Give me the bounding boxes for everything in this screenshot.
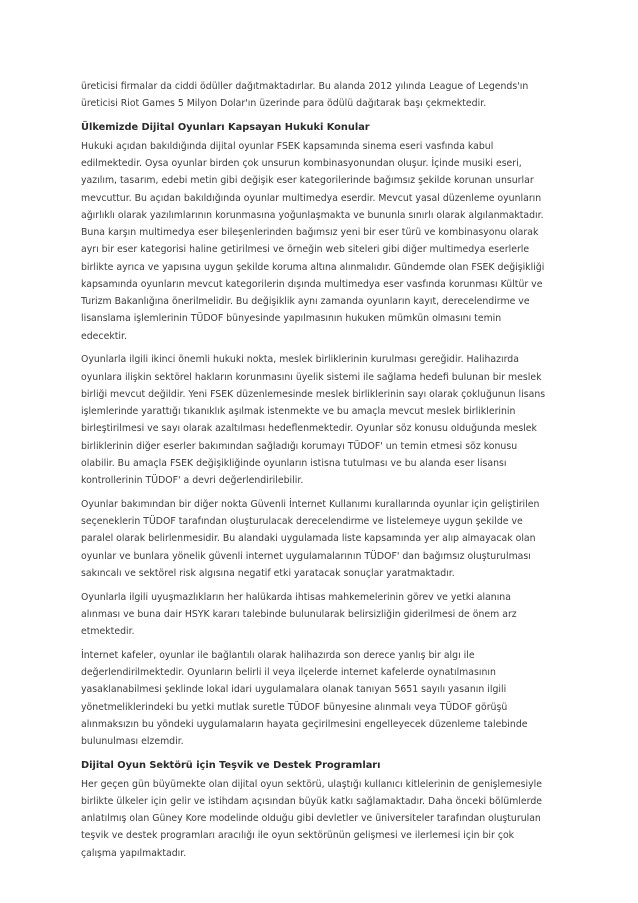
paragraph-legal-1: Hukuki açıdan bakıldığında dijital oyunlar FSEK kapsamında sinema eseri vasfında kabul edilmektedir. Oysa oyunlar birden çok unsurun kombinasyonundan oluşur. İçinde musiki eseri, yazılım, tasarım, edebi metin gibi değişik eser kategorilerinde bağımsız şekilde korunan unsurlar mevcuttur. Bu açıdan bakıldığında oyunlar multimedya eserdir. Mevcut yasal düzenleme oyunların ağırlıklı olarak yazılımlarının korunmasına yoğunlaşmakta ve bununla sınırlı olarak algılanmaktadır. Buna karşın multimedya eser bileşenlerinden bağımsız yeni bir eser türü ve kombinasyonu olarak ayrı bir eser kategorisi haline getirilmesi ve örneğin web siteleri gibi diğer multimedya eserlerle birlikte ayrıca ve yapısına uygun şekilde koruma altına alınmalıdır. Gündemde olan FSEK değişikliği kapsamında oyunların mevcut kategorilerin dışında multimedya eser vasfında korunması Kültür ve Turizm Bakanlığına önerilmelidir. Bu değişiklik aynı zamanda oyunların kayıt, derecelendirme ve lisanslama işlemlerinin TÜDOF bünyesinde yapılmasının hukuken mümkün olmasını temin edecektir. [81,140,545,342]
paragraph-legal-4: Oyunlarla ilgili uyuşmazlıkların her halükarda ihtisas mahkemelerinin görev ve yetki alanına alınması ve buna dair HSYK kararı talebinde bulunularak belirsizliğin giderilmesi de önem arz etmektedir. [81,591,517,637]
paragraph-legal-2: Oyunlarla ilgili ikinci önemli hukuki nokta, meslek birliklerinin kurulması gereğidir. Halihazırda oyunlara ilişkin sektörel hakların korunmasını üyelik sistemi ile sağlama hedefi bulunan bir meslek birliği mevcut değildir. Yeni FSEK düzenlemesinde meslek birliklerinin sayı olarak çokluğunun lisans işlemlerinde yarattığı tıkanıklık aşılmak istenmekte ve bu amaçla mevcut meslek birliklerinin birleştirilmesi ve sayı olarak azaltılması hedeflenmektedir. Oyunlar söz konusu olduğunda meslek birliklerinin diğer eserler bakımından sağladığı korumayı TÜDOF' un temin etmesi söz konusu olabilir. Bu amaçla FSEK değişikliğinde oyunların istisna tutulması ve bu alanda eser lisansı kontrollerinin TÜDOF' a devri değerlendirilebilir. [81,354,546,486]
paragraph-intro: üreticisi firmalar da ciddi ödüller dağıtmaktadırlar. Bu alanda 2012 yılında League of Legends'ın üreticisi Riot Games 5 Milyon Dolar'ın üzerinde para ödülü dağıtarak başı çekmektedir. [81,81,529,110]
paragraph-legal-5: İnternet kafeler, oyunlar ile bağlantılı olarak halihazırda son derece yanlış bir algı ile değerlendirilmektedir. Oyunların belirli il veya ilçelerde internet kafelerde oynatılmasının yasaklanabilmesi şeklinde lokal idari uygulamalara olanak tanıyan 5651 sayılı yasanın ilgili yönetmeliklerindeki bu yetki mutlak suretle TÜDOF bünyesine alınmalı veya TÜDOF görüşü alınmaksızın bu yöndeki uygulamaların hayata geçirilmesini engelleyecek düzenleme talebinde bulunulması elzemdir. [81,649,528,747]
paragraph-legal-3: Oyunlar bakımından bir diğer nokta Güvenli İnternet Kullanımı kurallarında oyunlar için geliştirilen seçeneklerin TÜDOF tarafından oluşturulacak derecelendirme ve listelemeye uygun şekilde ve paralel olarak belirlenmesidir. Bu alandaki uygulamada liste kapsamında yer alıp almayacak olan oyunlar ve bunlara yönelik güvenli internet uygulamalarının TÜDOF' dan bağımsız oluşturulması sakıncalı ve sektörel risk algısına negatif etki yaratacak sonuçlar yaratmaktadır. [81,498,540,579]
heading-legal-issues: Ülkemizde Dijital Oyunları Kapsayan Hukuki Konular [81,122,370,133]
document-page [81,78,563,868]
heading-support-programs: Dijital Oyun Sektörü için Teşvik ve Destek Programları [81,759,381,771]
paragraph-support: Her geçen gün büyümekte olan dijital oyun sektörü, ulaştığı kullanıcı kitlelerinin de genişlemesiyle birlikte ülkeler için gelir ve istihdam açısından büyük katkı sağlamaktadır. Daha önceki bölümlerde anlatılmış olan Güney Kore modelinde olduğu gibi devletler ve üniversiteler tarafından oluşturulan teşvik ve destek programları aracılığı ile oyun sektörünün gelişmesi ve ilerlemesi için bir çok çalışma yapılmaktadır. [81,778,543,859]
